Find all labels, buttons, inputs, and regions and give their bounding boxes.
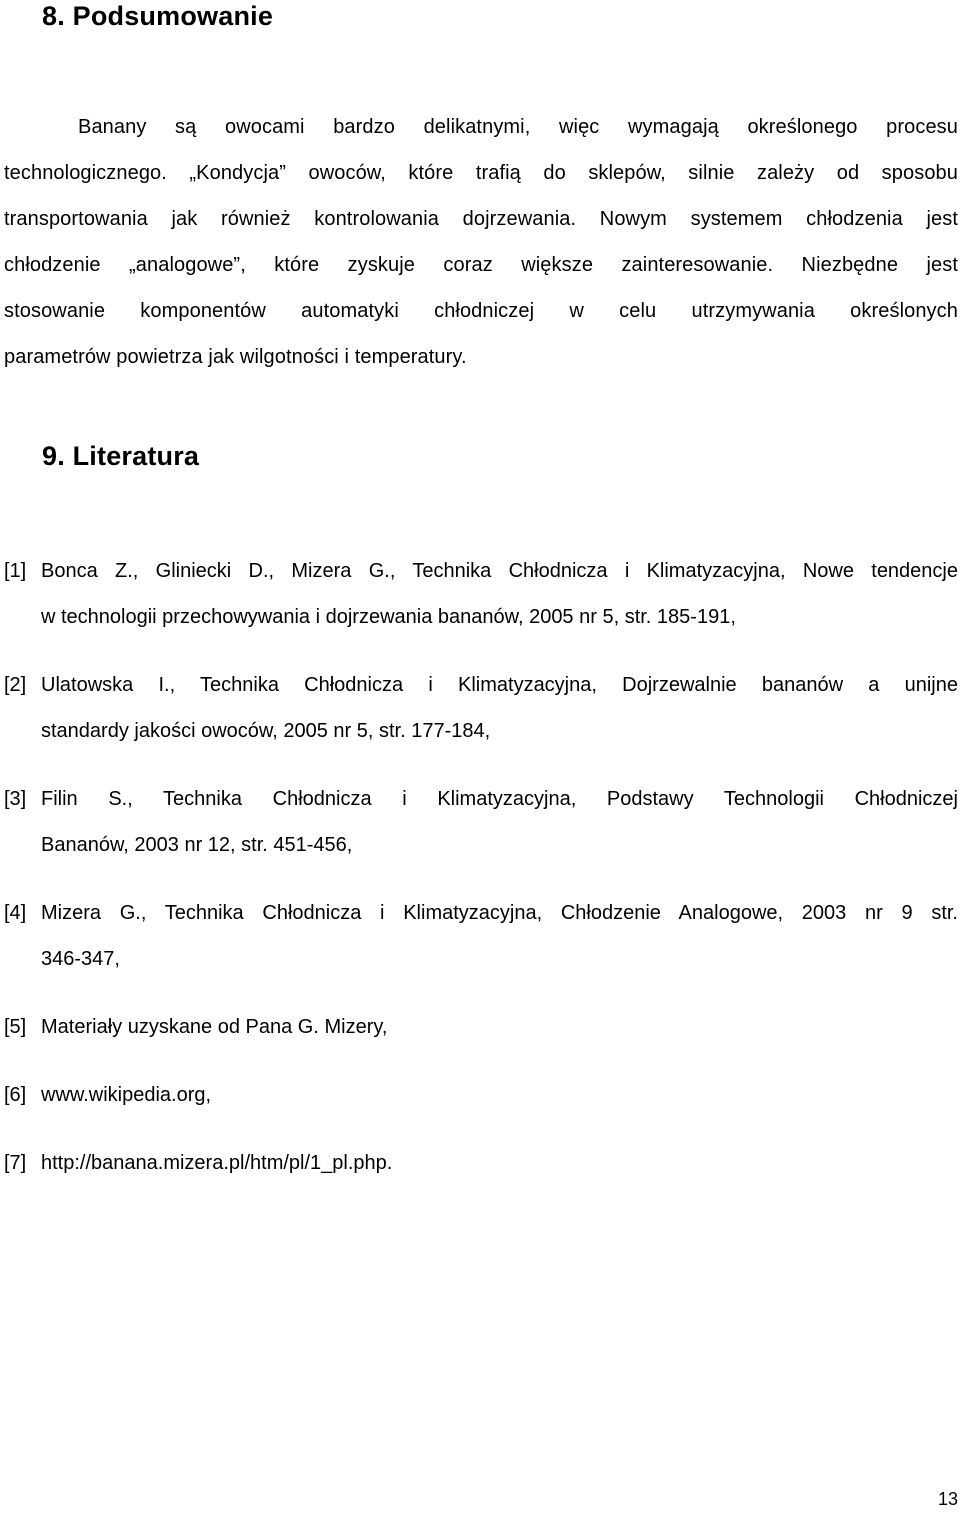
- section-heading-summary: 8. Podsumowanie: [42, 1, 274, 31]
- reference-text: [41, 776, 958, 868]
- reference-text: [41, 890, 958, 982]
- page-number: 13: [937, 1489, 958, 1509]
- reference-link: www.wikipedia.org,: [41, 1084, 212, 1106]
- reference-number: [6]: [4, 1084, 27, 1106]
- reference-line: Bananów, 2003 nr 12, str. 451-456,: [41, 834, 353, 856]
- paragraph-line: parametrów powietrza jak wilgotności i temperatury.: [4, 346, 467, 368]
- reference-line: Mizera G., Technika Chłodnicza i Klimatyzacyjna, Chłodzenie Analogowe, 2003 nr 9 str.: [41, 902, 958, 924]
- paragraph-line: chłodzenie „analogowe”, które zyskuje coraz większe zainteresowanie. Niezbędne jest: [4, 254, 958, 276]
- reference-number: [1]: [4, 560, 27, 582]
- reference-number: [3]: [4, 788, 27, 810]
- reference-text: [41, 662, 958, 754]
- reference-number: [7]: [4, 1152, 27, 1174]
- reference-number: [4]: [4, 902, 27, 924]
- reference-line: Filin S., Technika Chłodnicza i Klimatyzacyjna, Podstawy Technologii Chłodniczej: [41, 788, 958, 810]
- reference-line: Ulatowska I., Technika Chłodnicza i Klimatyzacyjna, Dojrzewalnie bananów a unijne: [41, 674, 958, 696]
- reference-list: [4, 0, 958, 1515]
- reference-text: [41, 1072, 958, 1118]
- reference-line: w technologii przechowywania i dojrzewania bananów, 2005 nr 5, str. 185-191,: [41, 606, 736, 628]
- reference-link: http://banana.mizera.pl/htm/pl/1_pl.php.: [41, 1152, 393, 1174]
- reference-text: [41, 1004, 958, 1050]
- reference-line: 346-347,: [41, 948, 120, 970]
- reference-line: standardy jakości owoców, 2005 nr 5, str. 177-184,: [41, 720, 491, 742]
- section-heading-literature: 9. Literatura: [42, 441, 200, 471]
- reference-text: [41, 1140, 958, 1186]
- reference-line: Materiały uzyskane od Pana G. Mizery,: [41, 1016, 388, 1038]
- reference-number: [5]: [4, 1016, 27, 1038]
- paragraph-line: transportowania jak również kontrolowania dojrzewania. Nowym systemem chłodzenia jest: [4, 208, 958, 230]
- reference-text: [41, 548, 958, 640]
- paragraph-line: stosowanie komponentów automatyki chłodniczej w celu utrzymywania określonych: [4, 300, 958, 322]
- paragraph-line: Banany są owocami bardzo delikatnymi, więc wymagają określonego procesu: [78, 116, 958, 138]
- reference-number: [2]: [4, 674, 27, 696]
- paragraph-line: technologicznego. „Kondycja” owoców, które trafią do sklepów, silnie zależy od sposobu: [4, 162, 958, 184]
- reference-line: Bonca Z., Gliniecki D., Mizera G., Technika Chłodnicza i Klimatyzacyjna, Nowe tendencje: [41, 560, 958, 582]
